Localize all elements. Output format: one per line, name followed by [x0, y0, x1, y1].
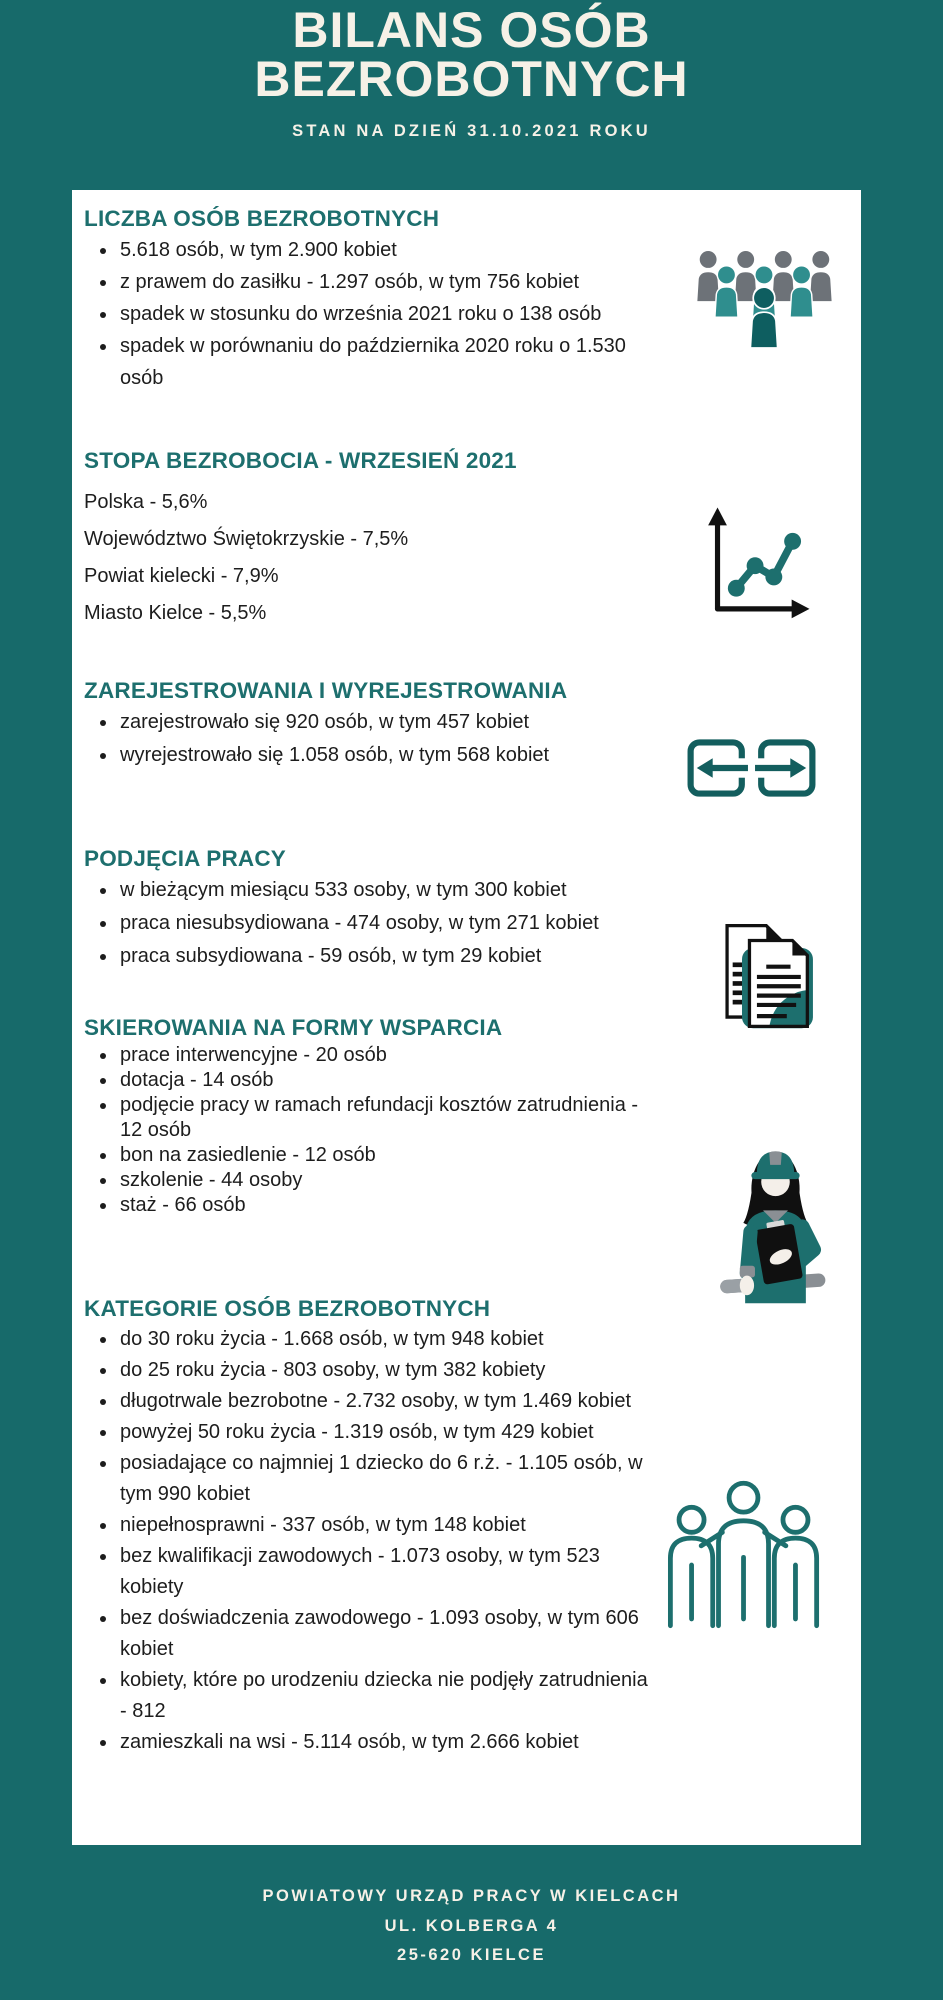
page-title-line1: BILANS OSÓB: [292, 2, 651, 58]
people-group-outline-icon: [655, 1476, 833, 1631]
page-header: [0, 0, 943, 141]
list-item: • z prawem do zasiłku - 1.297 osób, w tym 756 kobiet: [118, 266, 648, 298]
list-item: • do 30 roku życia - 1.668 osób, w tym 948 kobiet: [118, 1324, 648, 1355]
list-item: • zamieszkali na wsi - 5.114 osób, w tym 2.666 kobiet: [118, 1727, 648, 1758]
section-heading-skierowania: SKIEROWANIA NA FORMY WSPARCIA: [84, 1015, 503, 1040]
list-item: • praca subsydiowana - 59 osób, w tym 29 kobiet: [118, 940, 648, 973]
section-heading-liczba: LICZBA OSÓB BEZROBOTNYCH: [84, 206, 440, 231]
worker-woman-icon: [713, 1124, 838, 1304]
footer-line-city: 25-620 KIELCE: [397, 1946, 546, 1964]
documents-icon: [712, 920, 828, 1032]
list-item: • podjęcie pracy w ramach refundacji kosztów zatrudnienia - 12 osób: [118, 1093, 648, 1143]
list-item: • bon na zasiedlenie - 12 osób: [118, 1143, 648, 1168]
list-item: • bez kwalifikacji zawodowych - 1.073 osoby, w tym 523 kobiety: [118, 1541, 648, 1603]
podjecia-list: [84, 874, 648, 973]
list-item: • zarejestrowało się 920 osób, w tym 457 kobiet: [118, 706, 648, 739]
page-subtitle: STAN NA DZIEŃ 31.10.2021 ROKU: [292, 122, 651, 140]
line-chart-icon: [695, 500, 817, 622]
list-item: • prace interwencyjne - 20 osób: [118, 1043, 648, 1068]
content-card: [72, 190, 861, 1845]
list-item: • w bieżącym miesiącu 533 osoby, w tym 300 kobiet: [118, 874, 648, 907]
skierowania-list: [84, 1043, 648, 1218]
list-item: • staż - 66 osób: [118, 1193, 648, 1218]
section-heading-podjecia: PODJĘCIA PRACY: [84, 846, 287, 871]
footer-line-institution: POWIATOWY URZĄD PRACY W KIELCACH: [262, 1887, 681, 1905]
list-item: • kobiety, które po urodzeniu dziecka nie podjęły zatrudnienia - 812: [118, 1665, 648, 1727]
list-item: • spadek w porównaniu do października 2020 roku o 1.530 osób: [118, 330, 648, 394]
list-item: • spadek w stosunku do września 2021 roku o 138 osób: [118, 298, 648, 330]
list-item: • powyżej 50 roku życia - 1.319 osób, w tym 429 kobiet: [118, 1417, 648, 1448]
list-item: • posiadające co najmniej 1 dziecko do 6 r.ż. - 1.105 osób, w tym 990 kobiet: [118, 1448, 648, 1510]
list-item: • wyrejestrowało się 1.058 osób, w tym 568 kobiet: [118, 739, 648, 772]
list-item: • długotrwale bezrobotne - 2.732 osoby, w tym 1.469 kobiet: [118, 1386, 648, 1417]
stat-line: Powiat kielecki - 7,9%: [84, 565, 279, 587]
footer-address: [0, 1882, 943, 1971]
stat-line: Polska - 5,6%: [84, 491, 208, 513]
people-crowd-icon: [685, 246, 843, 350]
liczba-list: [84, 234, 648, 394]
list-item: • dotacja - 14 osób: [118, 1068, 648, 1093]
zarejestrowania-list: [84, 706, 648, 772]
stopa-lines: [84, 484, 650, 632]
footer-line-street: UL. KOLBERGA 4: [384, 1916, 559, 1935]
kategorie-list: [84, 1324, 648, 1758]
stat-line: Województwo Świętokrzyskie - 7,5%: [84, 528, 409, 550]
list-item: • bez doświadczenia zawodowego - 1.093 osoby, w tym 606 kobiet: [118, 1603, 648, 1665]
list-item: • do 25 roku życia - 803 osoby, w tym 382 kobiety: [118, 1355, 648, 1386]
section-heading-kategorie: KATEGORIE OSÓB BEZROBOTNYCH: [84, 1296, 491, 1321]
list-item: • 5.618 osób, w tym 2.900 kobiet: [118, 234, 648, 266]
page-title-line2: BEZROBOTNYCH: [254, 51, 689, 107]
transfer-arrows-icon: [685, 738, 818, 798]
section-heading-stopa: STOPA BEZROBOCIA - WRZESIEŃ 2021: [84, 448, 517, 473]
list-item: • praca niesubsydiowana - 474 osoby, w tym 271 kobiet: [118, 907, 648, 940]
list-item: • niepełnosprawni - 337 osób, w tym 148 kobiet: [118, 1510, 648, 1541]
sections-column: [72, 190, 650, 1758]
page-title: [0, 0, 943, 107]
stat-line: Miasto Kielce - 5,5%: [84, 602, 267, 624]
section-heading-zarejestrowania: ZAREJESTROWANIA I WYREJESTROWANIA: [84, 678, 568, 703]
list-item: • szkolenie - 44 osoby: [118, 1168, 648, 1193]
